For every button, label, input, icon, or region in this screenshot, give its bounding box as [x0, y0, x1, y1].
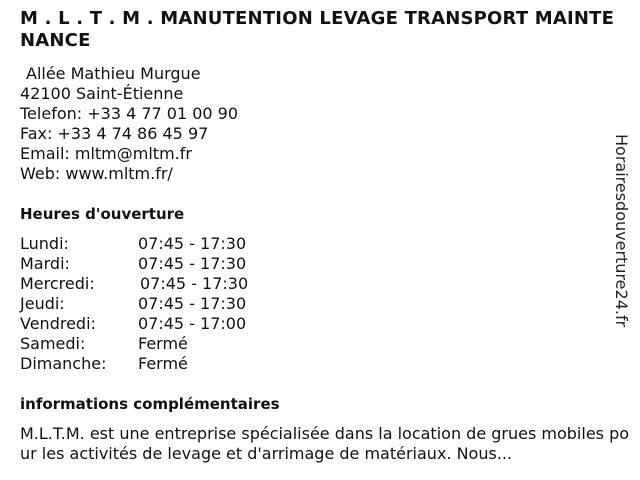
day-label: Mardi:	[20, 254, 70, 273]
time-value: 07:45 - 17:30	[138, 254, 247, 273]
site-watermark	[610, 134, 632, 344]
time-value: 07:45 - 17:00	[138, 314, 247, 333]
website-link[interactable]: Web: www.mltm.fr/	[20, 164, 173, 183]
time-value: Fermé	[138, 334, 188, 353]
time-value: Fermé	[138, 354, 188, 373]
time-value: 07:45 - 17:30	[138, 234, 247, 253]
day-label: Mercredi:	[20, 274, 95, 293]
watermark-text: Horairesdouverture24.fr	[612, 134, 631, 328]
day-label: Jeudi:	[20, 294, 65, 313]
time-value: 07:45 - 17:30	[138, 294, 247, 313]
contact-block	[20, 64, 238, 184]
address-street: Allée Mathieu Murgue	[26, 64, 201, 83]
day-label: Dimanche:	[20, 354, 107, 373]
business-description: M.L.T.M. est une entreprise spécialisée dans la location de grues mobiles pour les activités de levage et d'arrimage de matériaux. Nous...	[20, 424, 630, 463]
phone-number[interactable]: Telefon: +33 4 77 01 00 90	[20, 104, 239, 123]
additional-info-heading: informations complémentaires	[20, 395, 280, 413]
address-city: 42100 Saint-Étienne	[20, 84, 184, 103]
business-name: M . L . T . M . MANUTENTION LEVAGE TRANSPORT MAINTENANCE	[20, 8, 615, 51]
fax-number: Fax: +33 4 74 86 45 97	[20, 124, 209, 143]
email-address[interactable]: Email: mltm@mltm.fr	[20, 144, 192, 163]
day-label: Samedi:	[20, 334, 86, 353]
time-value: 07:45 - 17:30	[140, 274, 249, 293]
day-label: Lundi:	[20, 234, 69, 253]
opening-hours-heading: Heures d'ouverture	[20, 205, 185, 223]
day-label: Vendredi:	[20, 314, 96, 333]
